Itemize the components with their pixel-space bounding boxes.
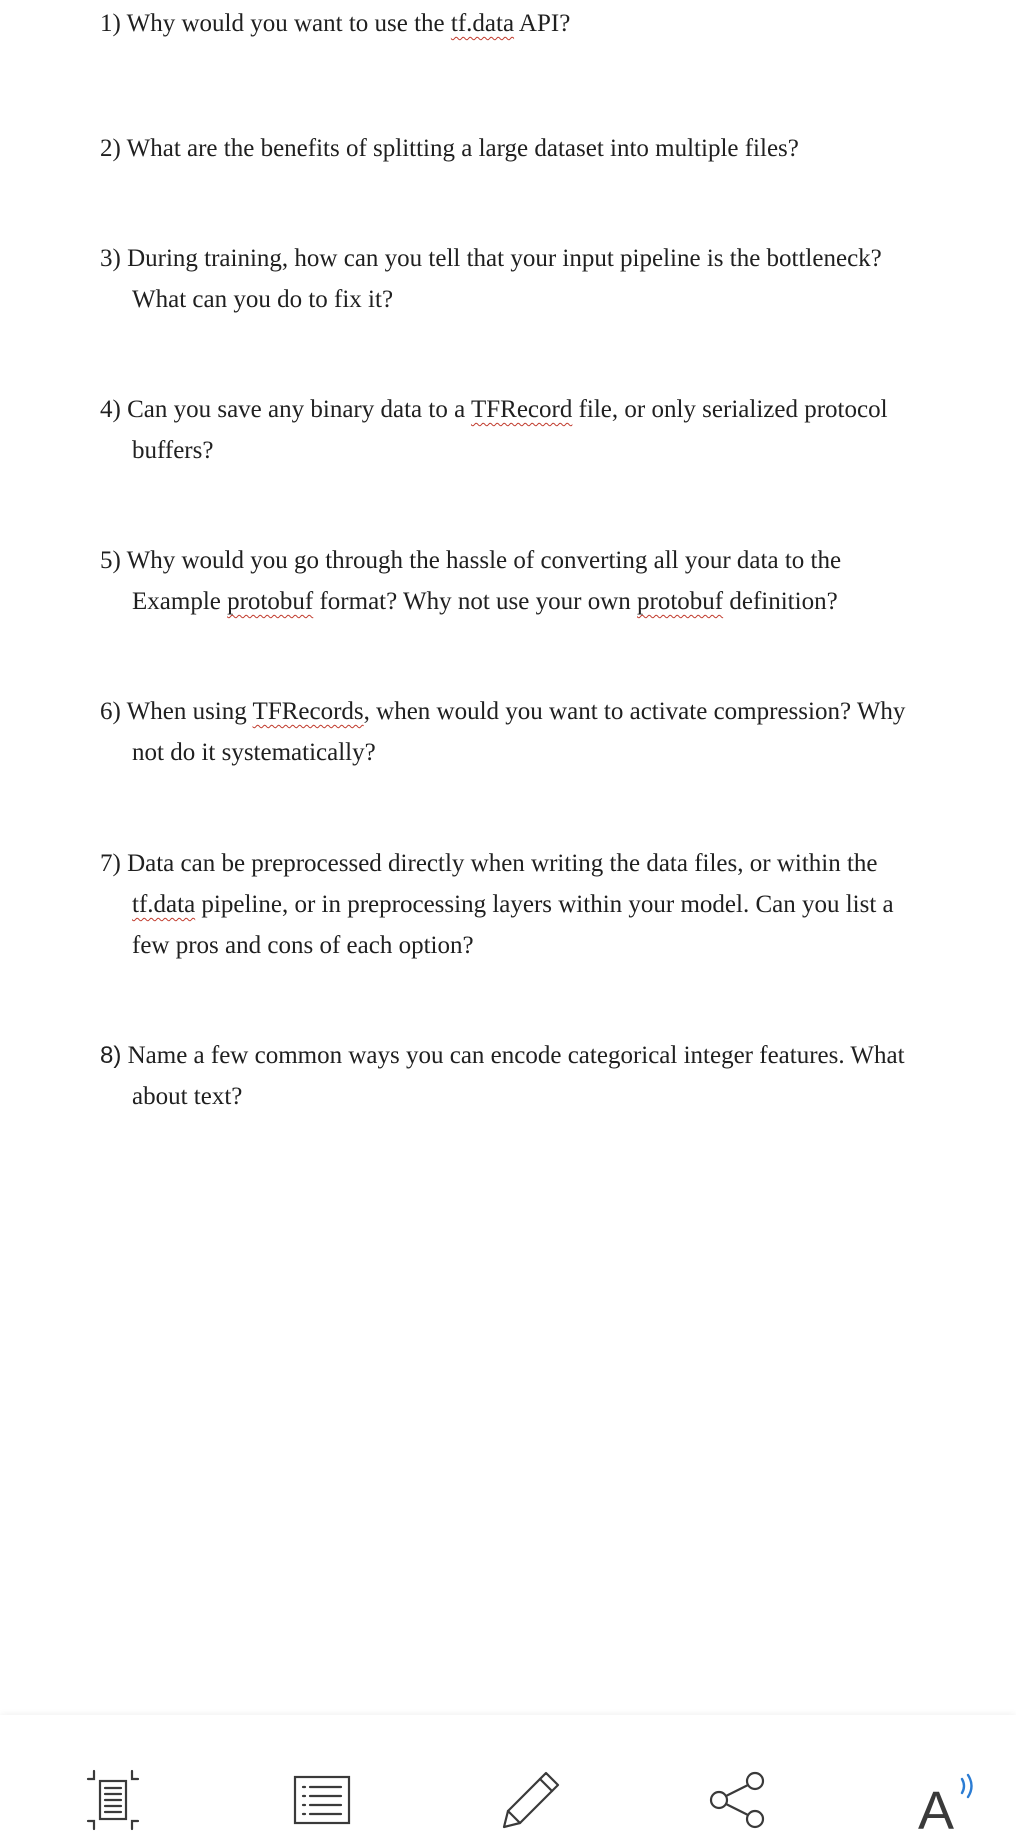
question-line bbox=[100, 925, 980, 966]
question-line bbox=[100, 279, 980, 320]
reflow-list-button[interactable] bbox=[289, 1767, 355, 1833]
question-number: 3) bbox=[100, 245, 121, 272]
question-text: Example bbox=[132, 588, 228, 615]
question-7 bbox=[100, 843, 980, 966]
question-line bbox=[100, 540, 980, 581]
share-button[interactable] bbox=[705, 1767, 771, 1833]
question-text: buffers? bbox=[132, 437, 214, 464]
spellcheck-word: TFRecord bbox=[470, 396, 573, 423]
question-number: 8) bbox=[100, 1042, 122, 1069]
question-text: Data can be preprocessed directly when writing the data files, or within the bbox=[120, 850, 878, 877]
question-text: not do it systematically? bbox=[132, 739, 376, 766]
question-5 bbox=[100, 540, 980, 622]
question-line bbox=[100, 884, 980, 925]
share-icon bbox=[707, 1769, 769, 1831]
question-line bbox=[100, 389, 980, 430]
question-line bbox=[100, 843, 980, 884]
spellcheck-word: TFRecords bbox=[252, 698, 364, 725]
question-line bbox=[100, 1076, 980, 1117]
fit-page-button[interactable] bbox=[80, 1767, 146, 1833]
question-2 bbox=[100, 128, 980, 169]
spellcheck-word: protobuf bbox=[637, 588, 724, 615]
question-8 bbox=[100, 1035, 980, 1117]
question-text: format? Why not use your own bbox=[313, 588, 637, 615]
question-line bbox=[100, 430, 980, 471]
fit-page-icon bbox=[82, 1769, 144, 1831]
question-text: During training, how can you tell that your input pipeline is the bottleneck? bbox=[120, 245, 882, 272]
question-4 bbox=[100, 389, 980, 471]
question-text: , when would you want to activate compression? Why bbox=[363, 698, 906, 725]
question-line bbox=[100, 732, 980, 773]
question-text: Name a few common ways you can encode categorical integer features. What bbox=[121, 1042, 905, 1069]
question-text: few pros and cons of each option? bbox=[132, 932, 474, 959]
question-line bbox=[100, 3, 980, 44]
edit-button[interactable] bbox=[498, 1767, 564, 1833]
question-line bbox=[100, 691, 980, 732]
question-text: Why would you go through the hassle of converting all your data to the bbox=[120, 547, 842, 574]
pencil-icon bbox=[500, 1769, 562, 1831]
bottom-toolbar bbox=[0, 1715, 1016, 1833]
question-number: 6) bbox=[100, 698, 121, 725]
list-view-icon bbox=[291, 1769, 353, 1831]
question-text: What are the benefits of splitting a large dataset into multiple files? bbox=[120, 135, 799, 162]
question-text: definition? bbox=[723, 588, 838, 615]
question-text: pipeline, or in preprocessing layers within your model. Can you list a bbox=[195, 891, 894, 918]
spellcheck-word: tf.data bbox=[450, 10, 515, 37]
question-number: 7) bbox=[100, 850, 121, 877]
question-line bbox=[100, 581, 980, 622]
question-text: Can you save any binary data to a bbox=[120, 396, 471, 423]
question-text: file, or only serialized protocol bbox=[572, 396, 888, 423]
question-number: 4) bbox=[100, 396, 121, 423]
read-aloud-button[interactable] bbox=[914, 1767, 980, 1833]
question-text: Why would you want to use the bbox=[120, 10, 451, 37]
question-1 bbox=[100, 3, 980, 44]
spellcheck-word: protobuf bbox=[227, 588, 314, 615]
question-number: 1) bbox=[100, 10, 121, 37]
question-line bbox=[100, 1035, 980, 1076]
question-text: When using bbox=[120, 698, 253, 725]
question-text: API? bbox=[514, 10, 571, 37]
read-aloud-glyph: A bbox=[918, 1781, 955, 1833]
question-6 bbox=[100, 691, 980, 773]
spellcheck-word: tf.data bbox=[132, 891, 196, 918]
question-line bbox=[100, 128, 980, 169]
question-text: What can you do to fix it? bbox=[132, 286, 394, 313]
question-3 bbox=[100, 238, 980, 320]
read-aloud-icon bbox=[916, 1769, 978, 1831]
question-text: about text? bbox=[132, 1083, 243, 1110]
question-number: 2) bbox=[100, 135, 121, 162]
question-number: 5) bbox=[100, 547, 121, 574]
question-line bbox=[100, 238, 980, 279]
